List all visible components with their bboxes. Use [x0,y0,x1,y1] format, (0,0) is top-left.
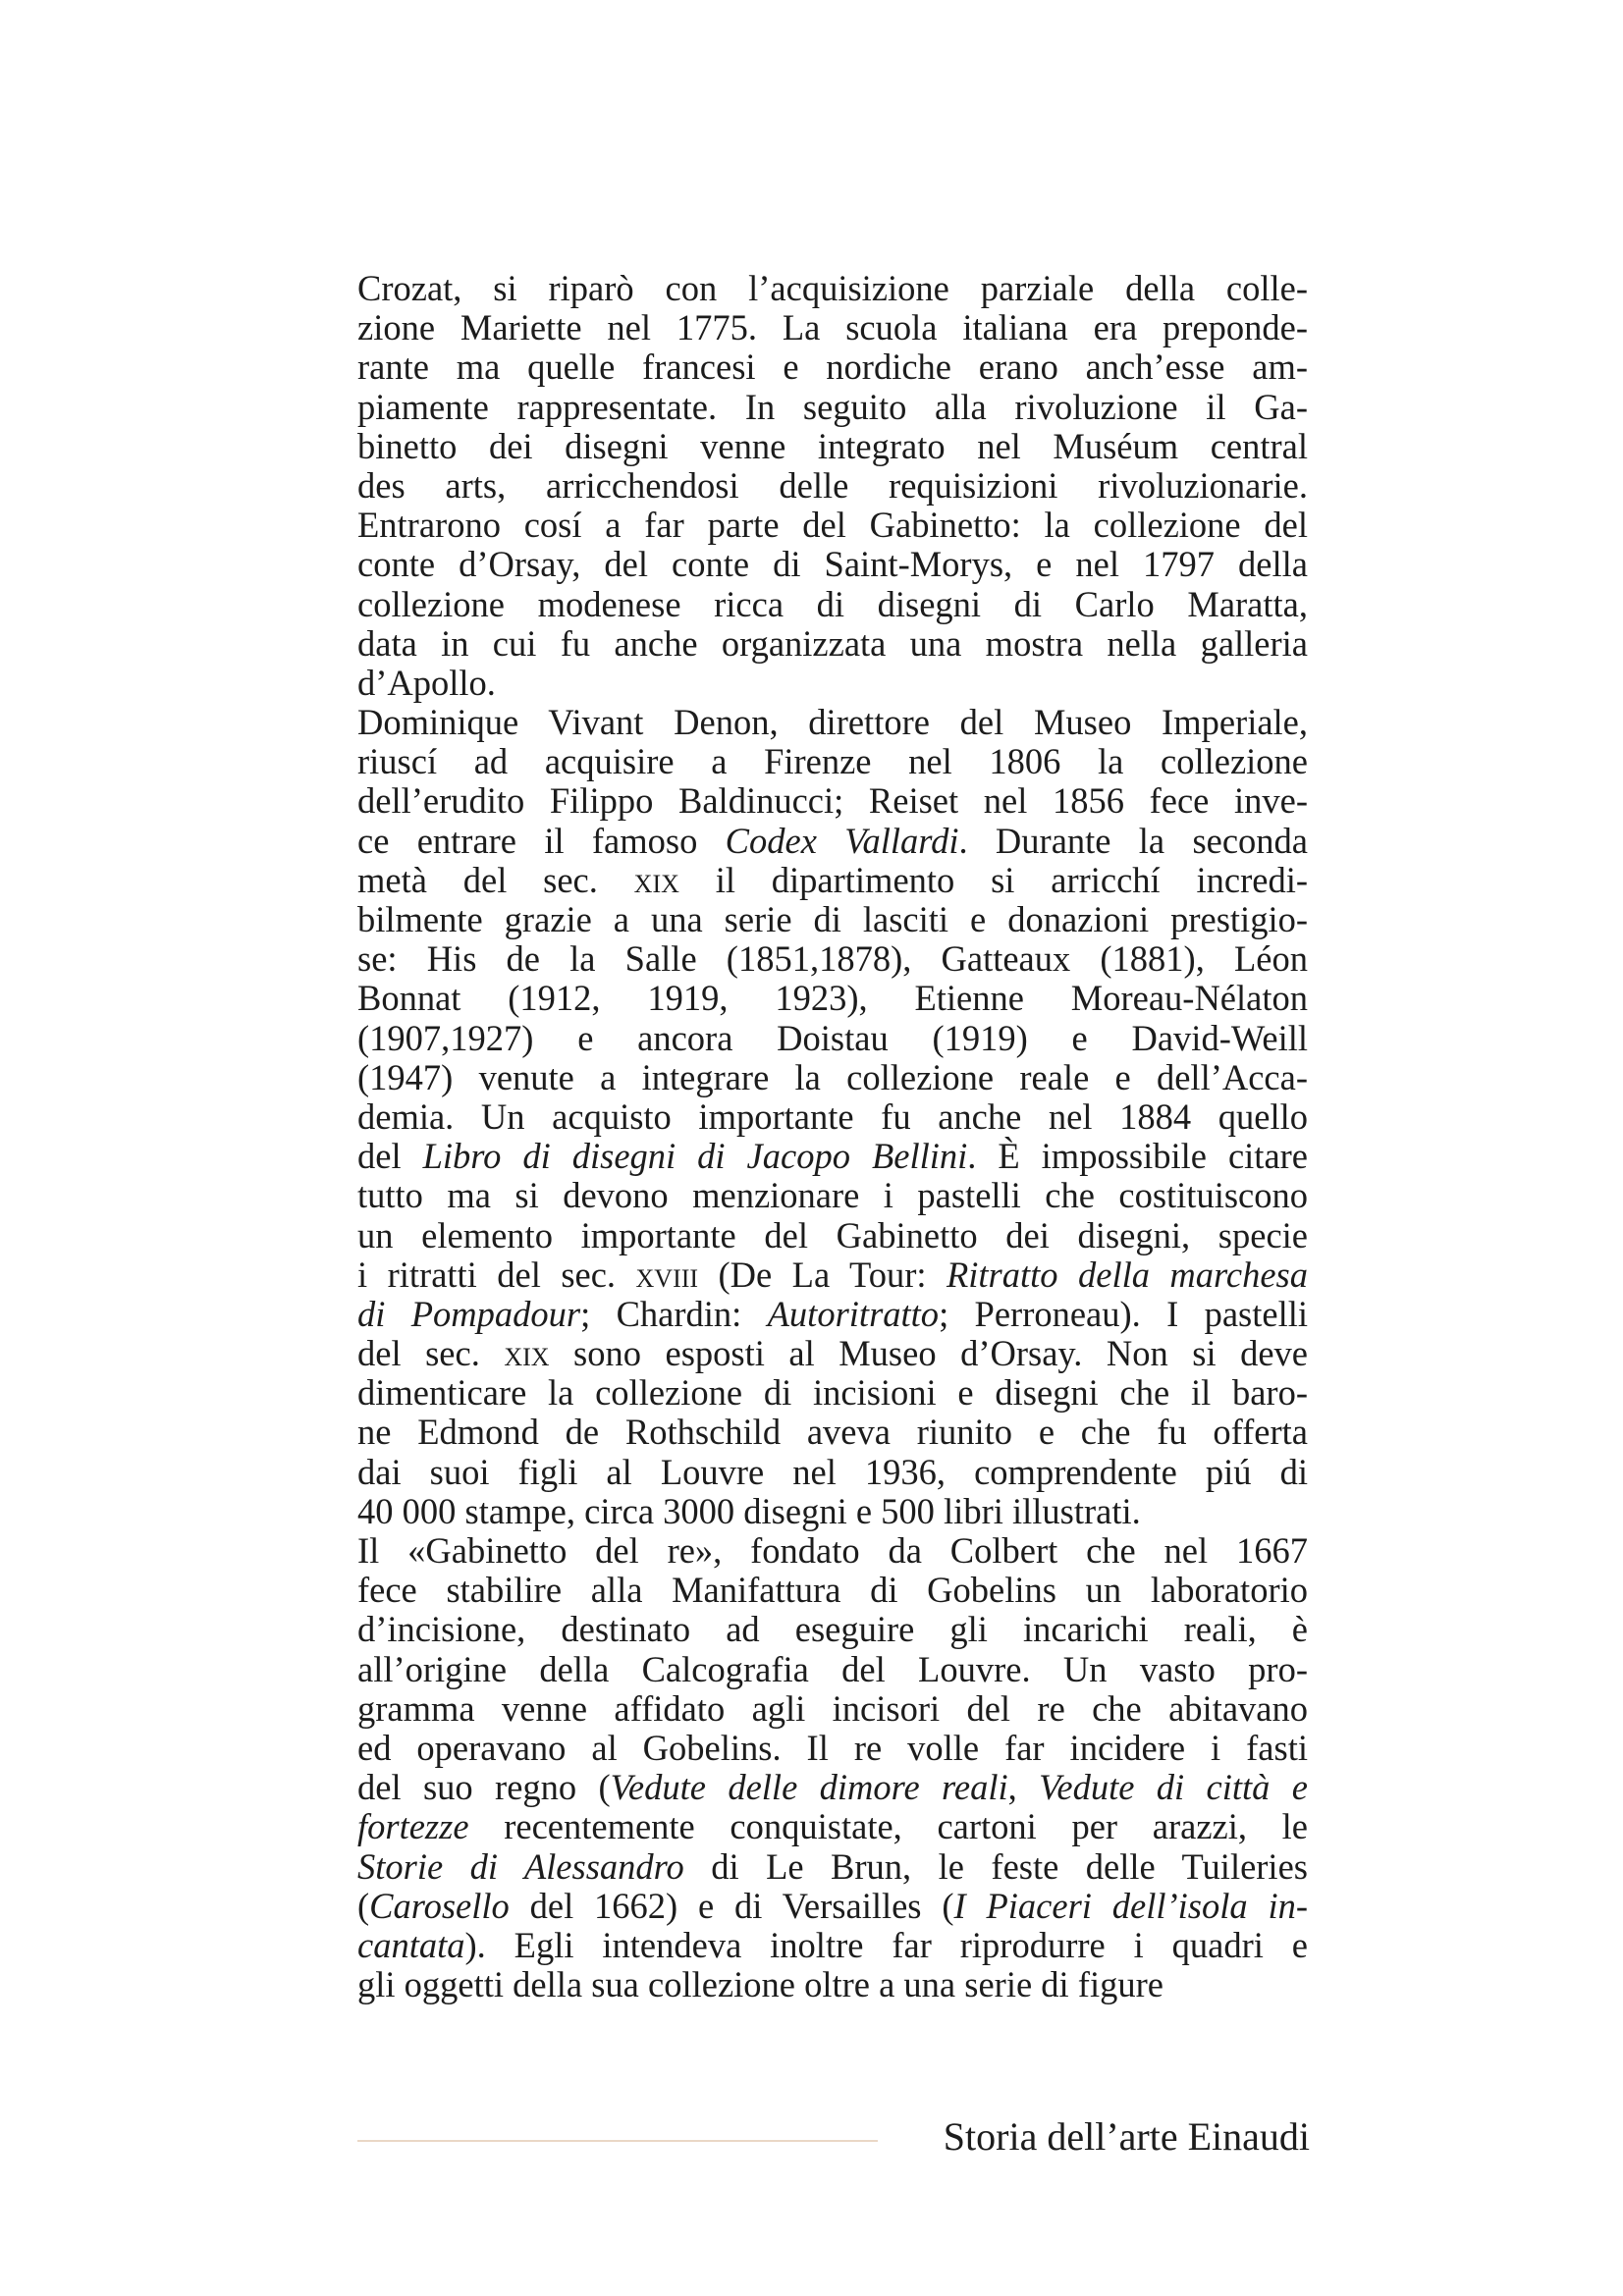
text-line [357,388,1308,427]
text-line [357,900,1308,939]
text-run: dai suoi figli al Louvre nel 1936, comprendente piú di [357,1451,1308,1492]
text-line [357,1847,1308,1887]
text-run: se: His de la Salle (1851,1878), Gatteaux (1881), Léon [357,938,1308,980]
text-run: metà del sec. [357,859,634,900]
text-line [357,1137,1308,1176]
text-line [357,1807,1308,1846]
text-line [357,1965,1308,2004]
text-line [357,1295,1308,1334]
text-run: Bonnat (1912, 1919, 1923), Etienne Moreau-Nélaton [357,978,1308,1019]
roman-numeral: xviii [635,1254,699,1295]
italic-title: Codex Vallardi [725,820,959,861]
text-run: riuscí ad acquisire a Firenze nel 1806 la collezione [357,741,1308,782]
italic-title: Vedute di città e [1039,1767,1309,1808]
text-line [357,861,1308,900]
text-line [357,1413,1308,1452]
text-run: all’origine della Calcografia del Louvre. Un vasto pro- [357,1648,1308,1689]
text-run: del 1662) e di Versailles ( [509,1885,954,1926]
text-run: ce entrare il famoso [357,820,726,861]
text-run: ; Chardin: [580,1293,768,1334]
text-line [357,1768,1308,1807]
text-line [357,1058,1308,1097]
text-run: conte d’Orsay, del conte di Saint-Morys, e nel 1797 della [357,544,1308,585]
italic-title: Storie di Alessandro [357,1845,684,1887]
text-run: ne Edmond de Rothschild aveva riunito e che fu offerta [357,1412,1308,1453]
text-line [357,506,1308,545]
text-line [357,1373,1308,1413]
roman-numeral: xix [633,859,679,900]
text-run: del [357,1136,423,1177]
text-run: Dominique Vivant Denon, direttore del Museo Imperiale, [357,702,1308,743]
text-run: dimenticare la collezione di incisioni e disegni che il baro- [357,1372,1308,1414]
text-run: ed operavano al Gobelins. Il re volle far incidere i fasti [357,1727,1308,1768]
text-line [357,585,1308,624]
text-run: . Durante la seconda [958,820,1308,861]
text-run: il dipartimento si arricchí incredi- [678,859,1308,900]
text-line [357,1176,1308,1215]
italic-title: Carosello [369,1885,510,1926]
text-run: piamente rappresentate. In seguito alla rivoluzione il Ga- [357,386,1308,427]
text-line [357,624,1308,664]
text-line [357,1492,1308,1531]
text-run: bilmente grazie a una serie di lasciti e donazioni prestigio- [357,899,1308,939]
text-run: 40 000 stampe, circa 3000 disegni e 500 libri illustrati. [357,1490,1141,1531]
text-line [357,427,1308,466]
text-run: del sec. [357,1333,505,1374]
text-line [357,1610,1308,1649]
text-run: ( [357,1885,370,1926]
text-line [357,1453,1308,1492]
text-run: ). Egli intendeva inoltre far riprodurre i quadri e [464,1924,1308,1965]
text-line [357,1255,1308,1295]
italic-title: Vedute delle dimore reali [610,1767,1008,1808]
text-line [357,742,1308,781]
text-run: fece stabilire alla Manifattura di Gobelins un laboratorio [357,1570,1308,1611]
text-line [357,1216,1308,1255]
text-run: d’Apollo. [357,662,496,703]
text-run: Il «Gabinetto del re», fondato da Colbert che nel 1667 [357,1530,1308,1571]
italic-title: fortezze [357,1806,469,1847]
italic-title: I Piaceri dell’isola in- [953,1885,1308,1926]
text-run: (1947) venute a integrare la collezione reale e dell’Acca- [357,1056,1308,1097]
text-run: Entrarono cosí a far parte del Gabinetto: la collezione del [357,505,1308,546]
text-line [357,979,1308,1018]
text-run: del suo regno ( [357,1767,611,1808]
text-line [357,664,1308,703]
italic-title: di Pompadour [357,1293,581,1334]
text-run: demia. Un acquisto importante fu anche nel 1884 quello [357,1095,1308,1137]
text-line [357,1650,1308,1689]
footer-rule [357,2140,878,2142]
text-run: . È impossibile citare [967,1136,1309,1177]
italic-title: Autoritratto [767,1293,940,1334]
text-line [357,1729,1308,1768]
text-line [357,466,1308,506]
text-line [357,781,1308,821]
text-line [357,545,1308,584]
footer-title: Storia dell’arte Einaudi [943,2114,1310,2159]
text-run: (De La Tour: [698,1254,947,1295]
text-line [357,1097,1308,1137]
text-line [357,822,1308,861]
text-line [357,347,1308,387]
text-run: tutto ma si devono menzionare i pastelli che costituiscono [357,1175,1308,1216]
text-line [357,1019,1308,1058]
text-run: (1907,1927) e ancora Doistau (1919) e David-Weill [357,1017,1308,1058]
text-run: Crozat, si riparò con l’acquisizione parziale della colle- [357,268,1308,308]
text-run: binetto dei disegni venne integrato nel Muséum central [357,425,1308,466]
roman-numeral: xix [504,1333,550,1374]
text-run: rante ma quelle francesi e nordiche erano anch’esse am- [357,347,1308,388]
text-run: ; Perroneau). I pastelli [939,1293,1309,1334]
text-run: di Le Brun, le feste delle Tuileries [683,1845,1308,1887]
text-line [357,939,1308,979]
text-line [357,1571,1308,1610]
text-line [357,269,1308,308]
text-run: d’incisione, destinato ad eseguire gli incarichi reali, è [357,1609,1308,1650]
text-run: dell’erudito Filippo Baldinucci; Reiset nel 1856 fece inve- [357,780,1308,822]
text-run: i ritratti del sec. [357,1254,636,1295]
text-run: gramma venne affidato agli incisori del re che abitavano [357,1687,1308,1729]
text-run: data in cui fu anche organizzata una mostra nella galleria [357,622,1308,664]
body-text [357,269,1308,2004]
text-line [357,1334,1308,1373]
text-line [357,1926,1308,1965]
text-line [357,1887,1308,1926]
text-run: sono esposti al Museo d’Orsay. Non si deve [549,1333,1309,1374]
italic-title: cantata [357,1924,465,1965]
text-line [357,308,1308,347]
text-line [357,1689,1308,1729]
italic-title: Ritratto della marchesa [946,1254,1308,1295]
text-run: , [1007,1767,1040,1808]
text-run: gli oggetti della sua collezione oltre a una serie di figure [357,1964,1163,2005]
text-line [357,703,1308,742]
italic-title: Libro di disegni di Jacopo Bellini [422,1136,968,1177]
text-run: collezione modenese ricca di disegni di Carlo Maratta, [357,583,1308,624]
text-run: zione Mariette nel 1775. La scuola italiana era preponde- [357,307,1308,348]
text-run: des arts, arricchendosi delle requisizioni rivoluzionarie. [357,464,1308,506]
text-run: recentemente conquistate, cartoni per arazzi, le [468,1806,1308,1847]
text-run: un elemento importante del Gabinetto dei disegni, specie [357,1214,1308,1255]
text-line [357,1531,1308,1571]
